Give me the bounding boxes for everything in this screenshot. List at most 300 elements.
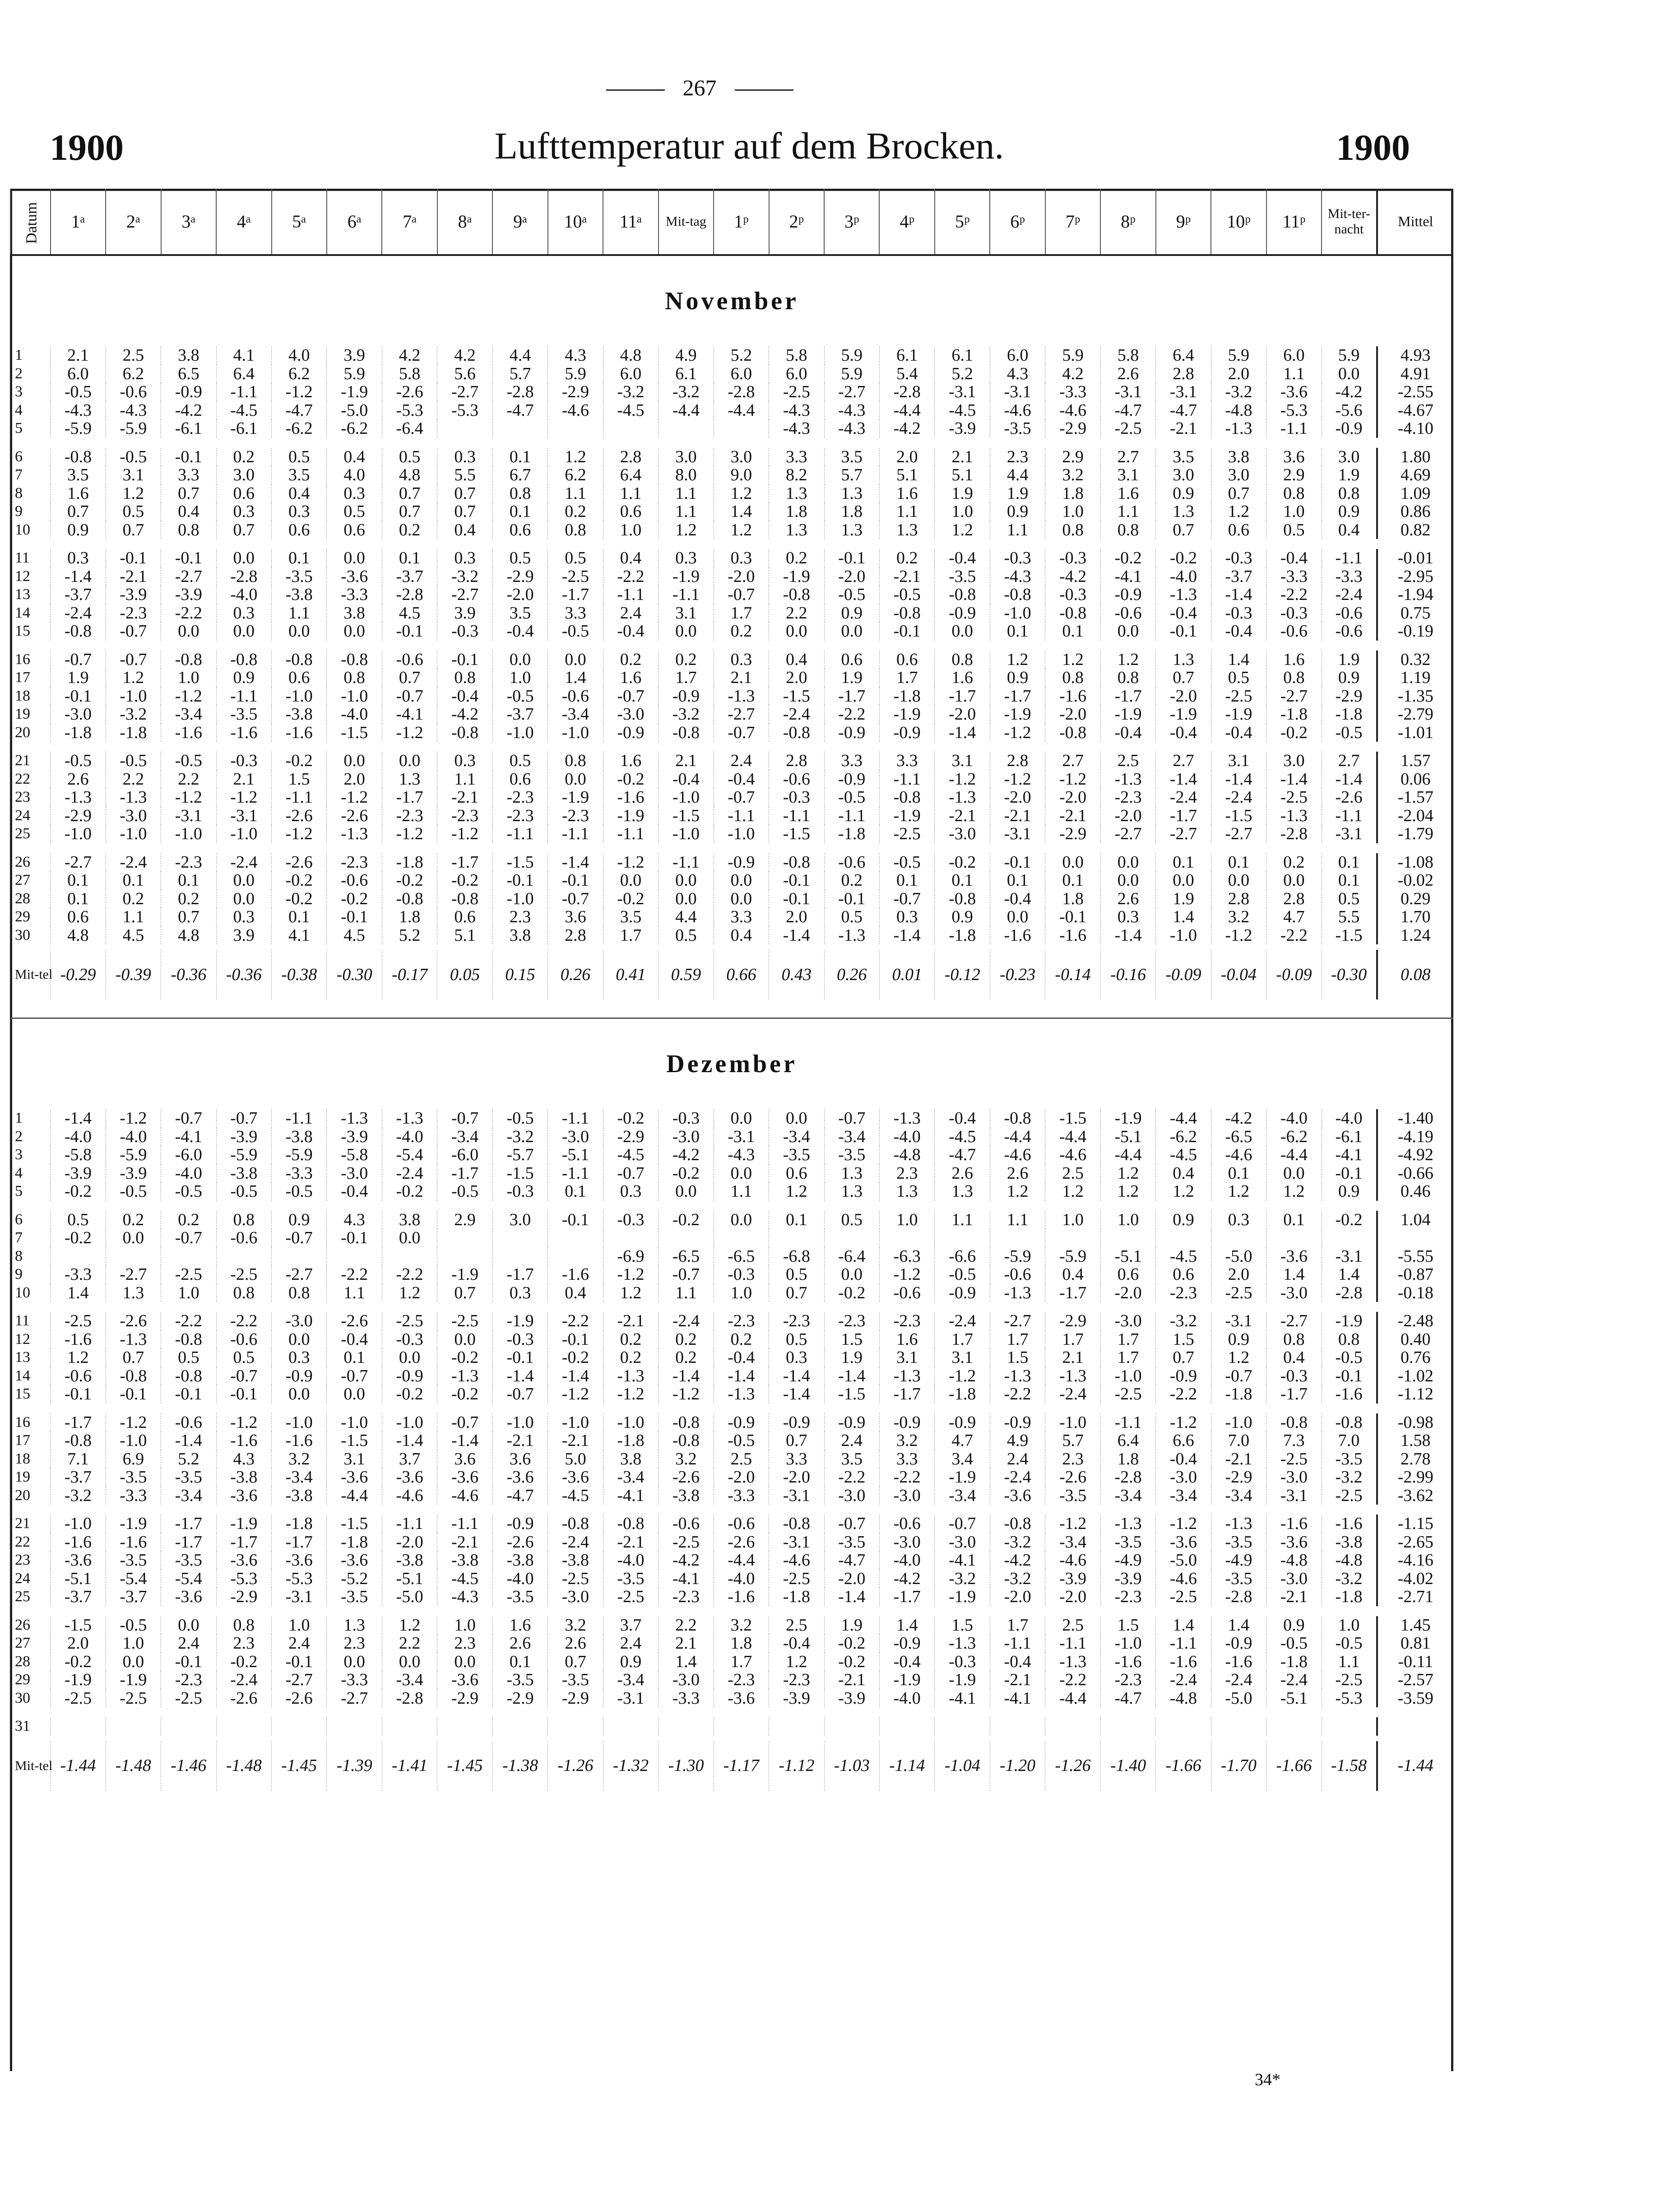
value-cell: -1.9 xyxy=(879,705,934,724)
value-cell: -1.5 xyxy=(659,807,714,825)
value-cell: -0.5 xyxy=(1322,724,1377,742)
value-cell: -2.5 xyxy=(603,1588,658,1606)
value-cell: 0.7 xyxy=(1156,521,1211,539)
day-cell: 5 xyxy=(15,420,23,437)
value-cell: 0.0 xyxy=(272,1385,327,1403)
value-cell: -4.02 xyxy=(1377,1570,1453,1588)
value-cell: 0.5 xyxy=(1322,890,1377,908)
value-cell: -0.1 xyxy=(161,448,216,466)
value-cell: 1.4 xyxy=(879,1616,934,1635)
value-cell: -1.1 xyxy=(603,586,658,604)
value-cell: -3.2 xyxy=(990,1570,1045,1588)
value-cell: -1.02 xyxy=(1377,1367,1453,1385)
value-cell: -0.2 xyxy=(51,1653,106,1671)
value-cell xyxy=(1100,1229,1155,1247)
value-cell xyxy=(327,1247,382,1266)
mean-cell: -1.66 xyxy=(1266,1741,1322,1791)
mean-cell: 0.01 xyxy=(879,950,934,999)
column-header: 8ᵖ xyxy=(1100,189,1155,255)
value-cell: -0.6 xyxy=(769,770,824,789)
value-cell: -3.0 xyxy=(935,825,990,843)
value-cell: 3.3 xyxy=(769,448,824,466)
value-cell: -1.6 xyxy=(1100,1653,1155,1671)
value-cell: -0.7 xyxy=(437,1109,492,1128)
day-cell: 5 xyxy=(15,1183,23,1199)
value-cell: -0.7 xyxy=(824,1515,879,1533)
value-cell: 0.6 xyxy=(216,484,271,503)
value-cell: 0.4 xyxy=(769,651,824,669)
value-cell: -1.2 xyxy=(216,788,271,807)
day-cell: 8 xyxy=(15,1247,23,1264)
value-cell: -2.1 xyxy=(935,807,990,825)
value-cell: -1.2 xyxy=(272,825,327,843)
value-cell: -1.5 xyxy=(1211,807,1266,825)
value-cell: 3.2 xyxy=(1045,466,1100,484)
value-cell: -3.1 xyxy=(990,383,1045,401)
value-cell: -2.7 xyxy=(106,1265,161,1284)
value-cell: 5.7 xyxy=(492,365,547,383)
table-row xyxy=(10,825,1453,843)
value-cell: -2.6 xyxy=(327,807,382,825)
value-cell: 4.7 xyxy=(935,1431,990,1450)
value-cell: -0.02 xyxy=(1377,871,1453,890)
value-cell: -0.4 xyxy=(327,1330,382,1349)
value-cell: 0.0 xyxy=(382,1653,437,1671)
value-cell: 1.0 xyxy=(1266,502,1322,521)
mean-cell: -0.30 xyxy=(1322,950,1377,999)
value-cell: 0.9 xyxy=(1211,1330,1266,1349)
value-cell: 1.1 xyxy=(659,502,714,521)
value-cell: -1.1 xyxy=(492,825,547,843)
value-cell: 1.5 xyxy=(272,770,327,789)
value-cell: 1.7 xyxy=(1100,1348,1155,1367)
value-cell: -1.0 xyxy=(548,724,603,742)
value-cell: 4.8 xyxy=(161,926,216,945)
value-cell: 0.4 xyxy=(327,448,382,466)
value-cell: -3.0 xyxy=(1266,1570,1322,1588)
value-cell: 4.3 xyxy=(548,346,603,365)
value-cell: -2.0 xyxy=(1045,1588,1100,1606)
value-cell: 0.5 xyxy=(51,1211,106,1229)
value-cell: 5.9 xyxy=(824,365,879,383)
value-cell: -0.1 xyxy=(824,549,879,567)
value-cell: -2.2 xyxy=(1045,1671,1100,1689)
value-cell: -3.2 xyxy=(1156,1312,1211,1330)
value-cell: -0.5 xyxy=(548,622,603,641)
column-header: 10ᵃ xyxy=(548,189,603,255)
value-cell: -0.2 xyxy=(216,1653,271,1671)
value-cell: 4.2 xyxy=(1045,365,1100,383)
value-cell: 4.5 xyxy=(327,926,382,945)
value-cell: -4.1 xyxy=(990,1689,1045,1708)
value-cell: -3.1 xyxy=(216,807,271,825)
value-cell: 1.4 xyxy=(1322,1265,1377,1284)
value-cell: -1.9 xyxy=(437,1265,492,1284)
value-cell: -4.3 xyxy=(714,1146,769,1164)
value-cell: -0.9 xyxy=(272,1367,327,1385)
value-cell: 3.8 xyxy=(1211,448,1266,466)
table-row xyxy=(10,1229,1453,1247)
mean-label: Mit-tel xyxy=(15,967,53,982)
value-cell: -2.3 xyxy=(327,853,382,872)
value-cell: -1.9 xyxy=(548,788,603,807)
value-cell: 7.1 xyxy=(51,1450,106,1468)
value-cell: -2.7 xyxy=(1211,825,1266,843)
value-cell: -3.6 xyxy=(1266,1533,1322,1552)
value-cell: -0.8 xyxy=(769,724,824,742)
value-cell: -0.2 xyxy=(437,871,492,890)
value-cell: -2.9 xyxy=(1045,1312,1100,1330)
value-cell: 6.0 xyxy=(714,365,769,383)
value-cell: -3.1 xyxy=(990,825,1045,843)
value-cell: -0.8 xyxy=(51,448,106,466)
value-cell: 0.0 xyxy=(382,1348,437,1367)
value-cell: 3.0 xyxy=(1322,448,1377,466)
value-cell: -0.8 xyxy=(1045,724,1100,742)
value-cell: -0.3 xyxy=(437,622,492,641)
value-cell: -0.8 xyxy=(603,1515,658,1533)
day-cell: 9 xyxy=(15,503,23,520)
value-cell: -3.8 xyxy=(272,586,327,604)
value-cell: -0.8 xyxy=(51,622,106,641)
value-cell: -1.4 xyxy=(659,1367,714,1385)
value-cell: -2.4 xyxy=(1156,788,1211,807)
value-cell: -2.3 xyxy=(659,1588,714,1606)
value-cell xyxy=(1045,1229,1100,1247)
table-row xyxy=(10,502,1453,521)
value-cell: 2.0 xyxy=(1211,1265,1266,1284)
table-row xyxy=(10,365,1453,383)
value-cell: -0.87 xyxy=(1377,1265,1453,1284)
value-cell: -3.2 xyxy=(106,705,161,724)
value-cell: -1.8 xyxy=(1322,705,1377,724)
value-cell: -2.5 xyxy=(1266,1450,1322,1468)
value-cell: -3.4 xyxy=(935,1487,990,1505)
value-cell: -2.7 xyxy=(990,1312,1045,1330)
mean-cell: -0.16 xyxy=(1100,950,1155,999)
column-header: 9ᵃ xyxy=(492,189,547,255)
value-cell xyxy=(879,1717,934,1736)
value-cell: -0.2 xyxy=(272,890,327,908)
table-row xyxy=(10,1689,1453,1708)
value-cell: -1.4 xyxy=(1211,770,1266,789)
value-cell: 0.7 xyxy=(1211,484,1266,503)
value-cell: 0.8 xyxy=(1100,669,1155,687)
value-cell: -6.0 xyxy=(437,1146,492,1164)
mean-cell: -0.38 xyxy=(272,950,327,999)
value-cell: 0.5 xyxy=(824,908,879,926)
value-cell: 1.2 xyxy=(935,521,990,539)
value-cell: -1.40 xyxy=(1377,1109,1453,1128)
value-cell: 5.9 xyxy=(1211,346,1266,365)
day-cell: 18 xyxy=(15,687,30,704)
value-cell: 0.6 xyxy=(327,521,382,539)
value-cell: -0.1 xyxy=(769,871,824,890)
table-row xyxy=(10,1164,1453,1183)
value-cell: 2.9 xyxy=(437,1211,492,1229)
value-cell: -1.57 xyxy=(1377,788,1453,807)
value-cell: -1.3 xyxy=(879,1367,934,1385)
value-cell: -0.8 xyxy=(935,890,990,908)
value-cell: 0.6 xyxy=(1156,1265,1211,1284)
value-cell: 6.1 xyxy=(659,365,714,383)
value-cell: 0.1 xyxy=(990,622,1045,641)
value-cell: 2.0 xyxy=(1211,365,1266,383)
mean-cell: -1.12 xyxy=(769,1741,824,1791)
value-cell: -4.2 xyxy=(990,1551,1045,1570)
value-cell: -5.4 xyxy=(161,1570,216,1588)
value-cell: 5.9 xyxy=(1045,346,1100,365)
value-cell: -3.9 xyxy=(106,586,161,604)
value-cell: -3.6 xyxy=(51,1551,106,1570)
day-cell: 25 xyxy=(15,825,30,842)
value-cell: -2.3 xyxy=(1100,1588,1155,1606)
value-cell: -4.4 xyxy=(1156,1109,1211,1128)
value-cell: -1.7 xyxy=(879,1385,934,1403)
value-cell: -0.9 xyxy=(603,724,658,742)
value-cell: -3.7 xyxy=(106,1588,161,1606)
value-cell: 0.0 xyxy=(548,770,603,789)
day-cell: 24 xyxy=(15,807,30,824)
value-cell: -2.0 xyxy=(714,567,769,586)
value-cell: -0.7 xyxy=(272,1229,327,1247)
value-cell: -3.4 xyxy=(1100,1487,1155,1505)
value-cell: -2.8 xyxy=(1211,1588,1266,1606)
value-cell: 4.5 xyxy=(106,926,161,945)
value-cell: 2.9 xyxy=(1045,448,1100,466)
value-cell: -0.9 xyxy=(879,1413,934,1432)
value-cell: 0.4 xyxy=(548,1284,603,1302)
column-header: 2ᵖ xyxy=(769,189,824,255)
value-cell xyxy=(659,1229,714,1247)
value-cell: 0.8 xyxy=(1322,1330,1377,1349)
value-cell: 0.3 xyxy=(272,1348,327,1367)
value-cell: 0.6 xyxy=(492,770,547,789)
value-cell: -0.3 xyxy=(1045,586,1100,604)
table-row xyxy=(10,1671,1453,1689)
value-cell: -1.1 xyxy=(216,687,271,706)
value-cell: -1.1 xyxy=(659,586,714,604)
value-cell: 1.2 xyxy=(714,521,769,539)
value-cell: -1.0 xyxy=(161,825,216,843)
value-cell: -3.1 xyxy=(769,1487,824,1505)
value-cell: -0.8 xyxy=(1322,1413,1377,1432)
value-cell: -1.4 xyxy=(769,1367,824,1385)
value-cell: 3.6 xyxy=(548,908,603,926)
value-cell: 1.2 xyxy=(1266,1182,1322,1201)
value-cell: -3.3 xyxy=(659,1689,714,1708)
value-cell: 1.6 xyxy=(603,669,658,687)
value-cell: 6.2 xyxy=(106,365,161,383)
value-cell: -1.9 xyxy=(603,807,658,825)
value-cell: -1.2 xyxy=(1211,926,1266,945)
value-cell xyxy=(990,1229,1045,1247)
value-cell: 1.7 xyxy=(714,604,769,623)
value-cell: 0.8 xyxy=(1045,521,1100,539)
value-cell: 1.2 xyxy=(714,484,769,503)
value-cell: -2.1 xyxy=(990,807,1045,825)
value-cell: -1.1 xyxy=(216,383,271,401)
value-cell: 3.0 xyxy=(714,448,769,466)
value-cell: -4.3 xyxy=(990,567,1045,586)
value-cell: -1.9 xyxy=(1156,705,1211,724)
value-cell: -1.0 xyxy=(1156,926,1211,945)
value-cell: 0.0 xyxy=(106,1229,161,1247)
value-cell: -2.2 xyxy=(990,1385,1045,1403)
day-cell: 26 xyxy=(15,853,30,870)
value-cell: -0.5 xyxy=(216,1182,271,1201)
value-cell: -3.4 xyxy=(603,1671,658,1689)
value-cell: -3.59 xyxy=(1377,1689,1453,1708)
value-cell: 0.5 xyxy=(272,448,327,466)
mean-cell: 0.59 xyxy=(659,950,714,999)
column-header: 2ᵃ xyxy=(106,189,161,255)
value-cell: -3.5 xyxy=(216,705,271,724)
value-cell: -1.4 xyxy=(769,1385,824,1403)
value-cell: 1.58 xyxy=(1377,1431,1453,1450)
value-cell xyxy=(1322,1717,1377,1736)
column-header: 6ᵃ xyxy=(327,189,382,255)
value-cell: -2.2 xyxy=(1156,1385,1211,1403)
value-cell: -1.2 xyxy=(382,724,437,742)
value-cell: 6.4 xyxy=(603,466,658,484)
value-cell: -3.3 xyxy=(327,1671,382,1689)
value-cell: 0.0 xyxy=(327,549,382,567)
value-cell: -3.2 xyxy=(1322,1468,1377,1487)
value-cell: -0.2 xyxy=(1322,1211,1377,1229)
value-cell: 2.4 xyxy=(990,1450,1045,1468)
value-cell: 2.6 xyxy=(492,1634,547,1653)
value-cell: 1.8 xyxy=(824,502,879,521)
value-cell: 0.1 xyxy=(51,871,106,890)
mean-cell: -0.04 xyxy=(1211,950,1266,999)
value-cell: -2.6 xyxy=(492,1533,547,1552)
value-cell: 1.04 xyxy=(1377,1211,1453,1229)
day-cell: 10 xyxy=(15,521,30,538)
value-cell: 0.0 xyxy=(1266,871,1322,890)
mean-cell: 0.26 xyxy=(548,950,603,999)
value-cell: 4.9 xyxy=(990,1431,1045,1450)
value-cell: 1.1 xyxy=(548,484,603,503)
value-cell: -1.7 xyxy=(51,1413,106,1432)
value-cell: 1.6 xyxy=(879,484,934,503)
value-cell: -2.0 xyxy=(824,1570,879,1588)
value-cell: -4.2 xyxy=(659,1551,714,1570)
mean-cell: -1.66 xyxy=(1156,1741,1211,1791)
value-cell: 5.2 xyxy=(714,346,769,365)
value-cell: 0.5 xyxy=(548,549,603,567)
value-cell: -3.9 xyxy=(935,419,990,438)
value-cell: 0.3 xyxy=(437,549,492,567)
value-cell: 1.1 xyxy=(327,1284,382,1302)
value-cell: -0.1 xyxy=(879,622,934,641)
value-cell: -0.6 xyxy=(106,383,161,401)
value-cell: -1.0 xyxy=(548,1413,603,1432)
value-cell: 3.1 xyxy=(1100,466,1155,484)
value-cell: 5.9 xyxy=(824,346,879,365)
value-cell: -1.4 xyxy=(714,1367,769,1385)
value-cell: -2.5 xyxy=(382,1312,437,1330)
value-cell: 0.0 xyxy=(990,908,1045,926)
value-cell: 0.8 xyxy=(437,669,492,687)
value-cell: -2.7 xyxy=(437,383,492,401)
value-cell: -3.1 xyxy=(935,383,990,401)
value-cell: 3.5 xyxy=(272,466,327,484)
value-cell: 0.2 xyxy=(382,521,437,539)
day-cell: 22 xyxy=(15,1533,30,1550)
value-cell: -0.8 xyxy=(1266,1413,1322,1432)
value-cell: 3.1 xyxy=(935,752,990,770)
value-cell: 0.82 xyxy=(1377,521,1453,539)
value-cell xyxy=(106,1717,161,1736)
value-cell: -1.1 xyxy=(548,825,603,843)
value-cell: -4.0 xyxy=(161,1164,216,1183)
mean-cell: -1.17 xyxy=(714,1741,769,1791)
value-cell: 6.0 xyxy=(990,346,1045,365)
value-cell: -3.6 xyxy=(216,1487,271,1505)
table-row xyxy=(10,1431,1453,1450)
value-cell: -0.9 xyxy=(824,724,879,742)
value-cell: -1.3 xyxy=(106,1330,161,1349)
value-cell: 1.7 xyxy=(603,926,658,945)
value-cell xyxy=(437,419,492,438)
day-cell: 6 xyxy=(15,448,23,465)
value-cell: -0.5 xyxy=(824,788,879,807)
value-cell: -4.16 xyxy=(1377,1551,1453,1570)
value-cell: 0.1 xyxy=(1156,853,1211,872)
value-cell: 2.2 xyxy=(382,1634,437,1653)
table-row xyxy=(10,1312,1453,1330)
table-row xyxy=(10,567,1453,586)
value-cell xyxy=(492,419,547,438)
value-cell: -5.6 xyxy=(1322,401,1377,420)
value-cell: -4.0 xyxy=(879,1689,934,1708)
value-cell: 0.6 xyxy=(492,521,547,539)
value-cell: -0.8 xyxy=(659,1431,714,1450)
value-cell: 0.1 xyxy=(879,871,934,890)
value-cell: 1.3 xyxy=(382,770,437,789)
value-cell: -0.3 xyxy=(935,1653,990,1671)
table-row xyxy=(10,448,1453,466)
value-cell: 0.4 xyxy=(714,926,769,945)
value-cell: -1.4 xyxy=(1266,770,1322,789)
value-cell: 1.1 xyxy=(437,770,492,789)
table-row xyxy=(10,871,1453,890)
value-cell: 0.1 xyxy=(935,871,990,890)
value-cell: -1.8 xyxy=(272,1515,327,1533)
value-cell: -4.6 xyxy=(1045,401,1100,420)
value-cell: 4.93 xyxy=(1377,346,1453,365)
value-cell: -0.8 xyxy=(659,724,714,742)
value-cell: -3.4 xyxy=(161,1487,216,1505)
value-cell: -0.1 xyxy=(492,1348,547,1367)
value-cell: 0.3 xyxy=(1211,1211,1266,1229)
value-cell: -1.8 xyxy=(1211,1385,1266,1403)
value-cell: -2.5 xyxy=(769,383,824,401)
day-cell: 4 xyxy=(15,401,23,418)
value-cell: 2.1 xyxy=(51,346,106,365)
value-cell: -0.3 xyxy=(1266,604,1322,623)
value-cell: 0.0 xyxy=(659,871,714,890)
value-cell: -1.8 xyxy=(51,724,106,742)
value-cell: -3.9 xyxy=(769,1689,824,1708)
value-cell: -5.9 xyxy=(51,419,106,438)
value-cell: -2.5 xyxy=(1322,1487,1377,1505)
value-cell: -0.6 xyxy=(548,687,603,706)
value-cell: -4.9 xyxy=(1211,1551,1266,1570)
value-cell: -4.10 xyxy=(1377,419,1453,438)
value-cell: -0.6 xyxy=(51,1367,106,1385)
